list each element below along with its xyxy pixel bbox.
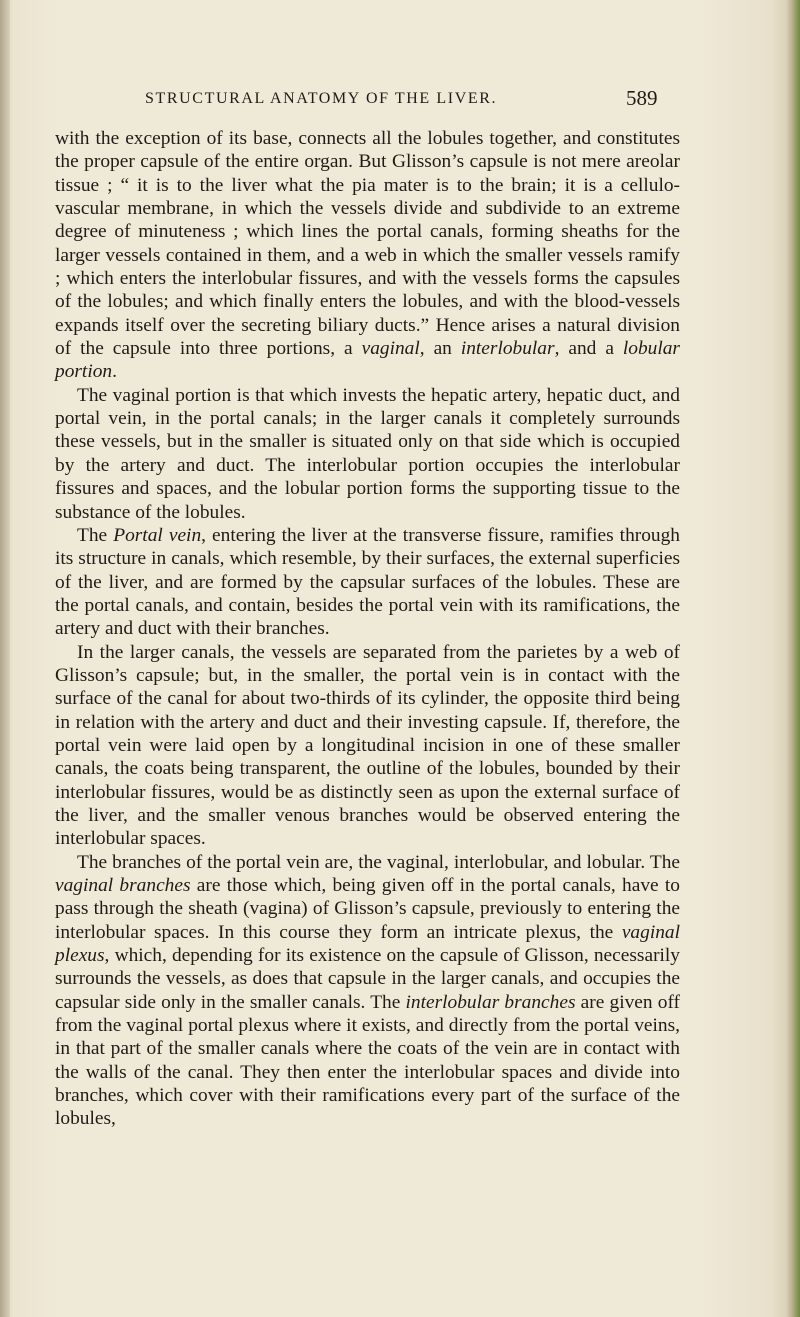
text-run: with the exception of its base, connects all the lobules together, and constitutes the proper capsule of the entire organ. But Glisson’s capsule is not mere areolar tissue ; “ it is to the liver what the pia mater is to the brain; it is a cellulo-vascular membrane, in which the vessels divide and subdivide to an extreme degree of minuteness ; which lines the portal canals, forming sheaths for the larger vessels contained in them, and a web in which the smaller vessels ramify ; which enters the interlobular fissures, and with the vessels forms the capsules of the lobules; and which finally enters the lobules, and with the blood-vessels expands itself over the secreting biliary ducts.” Hence arises a natural division of the capsule into three portions, a [55, 128, 680, 360]
text-run: , which, depending for its existence on the capsule of Glisson, necessarily surrounds the vessels, as does that capsule in the larger canals, and occupies the capsular side only in the smaller canals. The [55, 945, 680, 1013]
running-head: STRUCTURAL ANATOMY OF THE LIVER. [145, 90, 498, 107]
body-text [55, 127, 680, 1131]
text-run: , entering the liver at the transverse fissure, ramifies through its structure in canals, which resemble, by their surfaces, the external superficies of the liver, and are formed by the capsular surfaces of the lobules. These are the portal canals, and contain, besides the portal vein with its ramifications, the artery and duct with their branches. [55, 524, 680, 640]
italic-term: interlobular branches [405, 991, 576, 1013]
text-run: are given off from the vaginal portal plexus where it exists, and directly from the portal veins, in that part of the smaller canals where the coats of the vein are in contact with the walls of the canal. They then enter the interlobular spaces and divide into branches, which cover with their ramifications every part of the surface of the lobules, [55, 991, 681, 1130]
paragraph [55, 524, 680, 641]
page-edge [786, 0, 800, 1317]
text-run: . [112, 361, 117, 383]
text-run: are those which, being given off in the portal canals, have to pass through the sheath (vagina) of Glisson’s capsule, previously to entering the interlobular spaces. In this course they form an intricate plexus, the [55, 875, 680, 943]
italic-term: Portal vein [113, 524, 202, 546]
text-run: The [77, 524, 114, 546]
page-number: 589 [626, 86, 658, 110]
text-run: , an [419, 338, 461, 360]
italic-term: interlobular [460, 338, 555, 360]
text-run: The branches of the portal vein are, the vaginal, interlobular, and lobular. The [77, 851, 680, 873]
italic-term: vaginal branches [55, 875, 191, 896]
paragraph [55, 127, 680, 384]
paragraph [55, 641, 680, 851]
paragraph [55, 384, 680, 524]
binding-edge [0, 0, 10, 1317]
text-run: , and a [554, 338, 623, 360]
italic-term: vaginal plexus [55, 921, 680, 967]
italic-term: vaginal [361, 338, 420, 360]
italic-term: lobular portion [55, 338, 680, 383]
text-run: The vaginal portion is that which invests the hepatic artery, hepatic duct, and portal vein, in the portal canals; in the larger canals it completely surrounds these vessels, but in the smaller is situated only on that side which is occupied by the artery and duct. The interlobular portion occupies the interlobular fissures and spaces, and the lobular portion forms the supporting tissue to the substance of the lobules. [55, 384, 680, 523]
text-run: In the larger canals, the vessels are separated from the parietes by a web of Glisson’s capsule; but, in the smaller, the portal vein is in contact with the surface of the canal for about two-thirds of its cylinder, the opposite third being in relation with the artery and duct and their investing capsule. If, therefore, the portal vein were laid open by a longitudinal incision in one of these smaller canals, the coats being transparent, the outline of the lobules, bounded by their interlobular fissures, would be as distinctly seen as upon the external surface of the liver, and the smaller venous branches would be observed entering the interlobular spaces. [55, 641, 680, 850]
paragraph [55, 851, 680, 1131]
